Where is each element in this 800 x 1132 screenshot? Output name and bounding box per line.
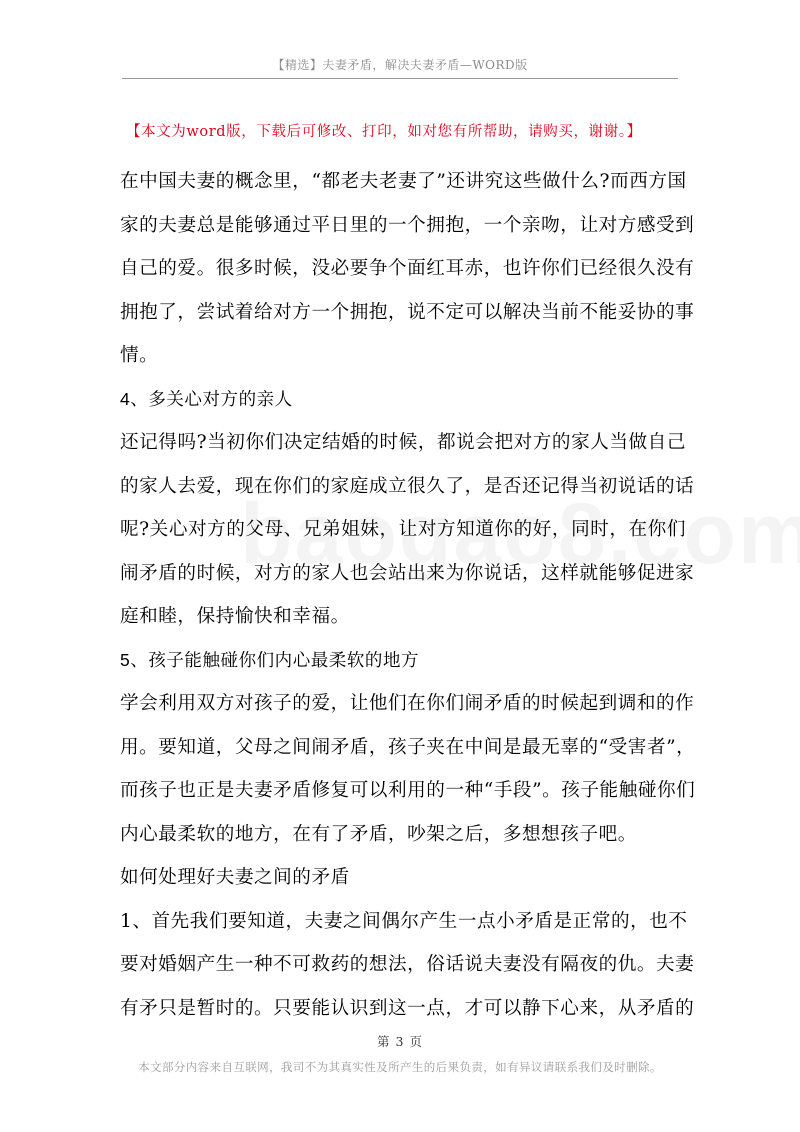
paragraph-line: 情。 — [120, 345, 159, 366]
page-number: 第 3 页 — [377, 1034, 423, 1049]
paragraph-line: 有矛只是暂时的。只要能认识到这一点，才可以静下心来，从矛盾的 — [120, 997, 695, 1019]
paragraph-line: 自己的爱。很多时候，没必要争个面红耳赤，也许你们已经很久没有 — [120, 258, 695, 279]
paragraph-line: 拥抱了，尝试着给对方一个拥抱，说不定可以解决当前不能妥协的事 — [120, 301, 695, 323]
word-version-notice: 【本文为word版，下载后可修改、打印，如对您有所帮助，请购买，谢谢。】 — [126, 124, 642, 140]
paragraph-line: 庭和睦，保持愉快和幸福。 — [120, 606, 350, 627]
paragraph-line: 学会利用双方对孩子的爱，让他们在你们闹矛盾的时候起到调和的作 — [120, 693, 695, 714]
section-heading: 4、多关心对方的亲人 — [120, 388, 293, 409]
body-text — [120, 160, 696, 1030]
paragraph-line: 呢?关心对方的父母、兄弟姐妹，让对方知道你的好，同时，在你们 — [120, 519, 686, 540]
paragraph-line: 1、首先我们要知道，夫妻之间偶尔产生一点小矛盾是正常的，也不 — [120, 910, 688, 932]
paragraph-line: 的家人去爱，现在你们的家庭成立很久了，是否还记得当初说话的话 — [120, 475, 695, 497]
paragraph-line: 在中国夫妻的概念里，“都老夫老妻了”还讲究这些做什么?而西方国 — [120, 171, 687, 192]
paragraph-line: 而孩子也正是夫妻矛盾修复可以利用的一种“手段”。孩子能触碰你们 — [120, 780, 696, 801]
paragraph-line: 要对婚姻产生一种不可救药的想法，俗话说夫妻没有隔夜的仇。夫妻 — [120, 954, 695, 975]
paragraph-line: 内心最柔软的地方，在有了矛盾，吵架之后，多想想孩子吧。 — [120, 823, 637, 845]
section-heading: 5、孩子能触碰你们内心最柔软的地方 — [120, 649, 420, 670]
page-footer-disclaimer: 本文部分内容来自互联网，我司不为其真实性及所产生的后果负责，如有异议请联系我们及时删除。 — [138, 1060, 662, 1074]
section-heading: 如何处理好夫妻之间的矛盾 — [120, 867, 350, 888]
paragraph-line: 家的夫妻总是能够通过平日里的一个拥抱，一个亲吻，让对方感受到 — [120, 214, 695, 236]
header-divider — [122, 78, 678, 79]
paragraph-line: 用。要知道，父母之间闹矛盾，孩子夹在中间是最无辜的“受害者”， — [120, 736, 696, 758]
page-header: 【精选】夫妻矛盾，解决夫妻矛盾—WORD版 — [272, 58, 528, 72]
paragraph-line: 还记得吗?当初你们决定结婚的时候，都说会把对方的家人当做自己 — [120, 432, 686, 453]
paragraph-line: 闹矛盾的时候，对方的家人也会站出来为你说话，这样就能够促进家 — [120, 562, 695, 584]
